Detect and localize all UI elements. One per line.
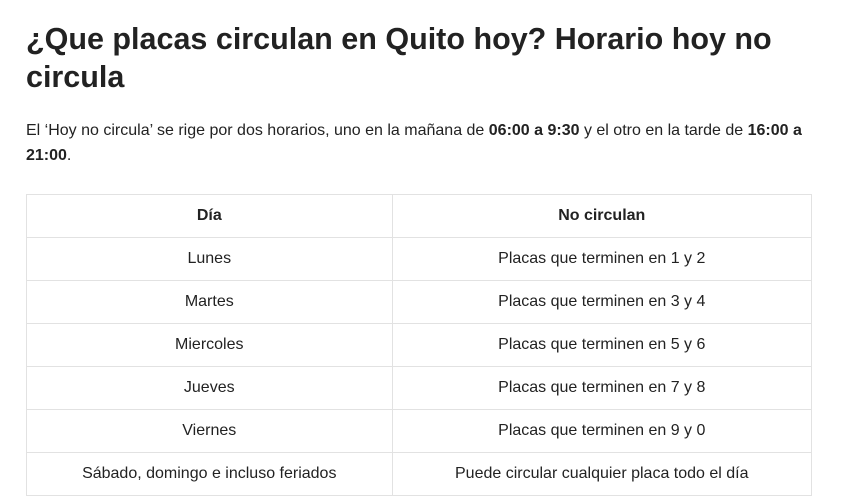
- restriction-table: [26, 194, 812, 496]
- intro-text-1: El ‘Hoy no circula’ se rige por dos horarios, uno en la mañana de: [26, 122, 489, 139]
- cell-plates: Placas que terminen en 9 y 0: [392, 410, 811, 453]
- table-row: [27, 367, 812, 410]
- table-row: [27, 410, 812, 453]
- cell-day: Jueves: [27, 367, 393, 410]
- morning-schedule: 06:00 a 9:30: [488, 122, 580, 139]
- header-restriction: No circulan: [392, 195, 811, 238]
- cell-day: Viernes: [27, 410, 393, 453]
- cell-plates: Placas que terminen en 7 y 8: [392, 367, 811, 410]
- cell-day: Martes: [27, 281, 393, 324]
- cell-day: Lunes: [27, 238, 393, 281]
- table-header-row: [27, 195, 812, 238]
- article: [26, 20, 812, 496]
- intro-text-3: .: [66, 147, 72, 164]
- header-day: Día: [27, 195, 393, 238]
- table-row: [27, 324, 812, 367]
- cell-plates: Placas que terminen en 3 y 4: [392, 281, 811, 324]
- intro-text-2: y el otro en la tarde de: [579, 122, 748, 139]
- page-title: ¿Que placas circulan en Quito hoy? Horario hoy no circula: [26, 22, 772, 94]
- intro-paragraph: [26, 118, 812, 168]
- cell-plates: Puede circular cualquier placa todo el día: [392, 453, 811, 496]
- afternoon-schedule: 16:00 a 21:00: [26, 122, 802, 164]
- table-row: [27, 453, 812, 496]
- cell-day: Sábado, domingo e incluso feriados: [27, 453, 393, 496]
- cell-plates: Placas que terminen en 5 y 6: [392, 324, 811, 367]
- table-row: [27, 238, 812, 281]
- cell-plates: Placas que terminen en 1 y 2: [392, 238, 811, 281]
- cell-day: Miercoles: [27, 324, 393, 367]
- table-row: [27, 281, 812, 324]
